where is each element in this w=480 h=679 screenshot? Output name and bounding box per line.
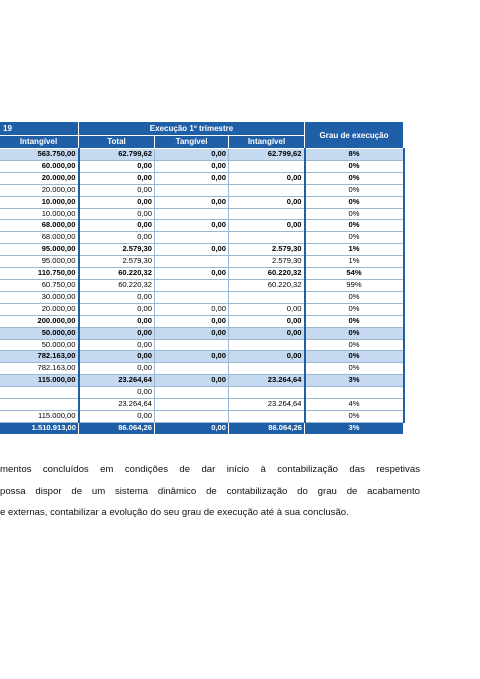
table-header-row-1: [0, 122, 404, 136]
table-cell: [0, 387, 79, 399]
table-cell: 0,00: [79, 208, 155, 220]
table-cell: 0%: [305, 184, 404, 196]
table-cell: 0,00: [79, 410, 155, 422]
table-cell: 0%: [305, 172, 404, 184]
table-cell: 0,00: [155, 172, 229, 184]
table-cell: [155, 339, 229, 351]
table-row: [0, 268, 404, 280]
table-cell: 0,00: [79, 291, 155, 303]
table-cell: 0,00: [155, 244, 229, 256]
paragraph-line: possa dispor de um sistema dinâmico de contabilização do grau de acabamento: [0, 485, 420, 497]
table-cell: [155, 410, 229, 422]
table-cell: 99%: [305, 279, 404, 291]
table-cell: 2.579,30: [79, 256, 155, 268]
table-row: [0, 363, 404, 375]
table-cell: 0,00: [229, 315, 305, 327]
table-cell: 62.799,62: [229, 149, 305, 161]
table-cell: 23.264,64: [229, 375, 305, 387]
total-cell: 1.510.913,00: [0, 422, 79, 434]
table-cell: 0,00: [79, 196, 155, 208]
table-cell: 30.000,00: [0, 291, 79, 303]
table-cell: 0,00: [155, 303, 229, 315]
table-cell: 0,00: [155, 160, 229, 172]
table-cell: 0,00: [229, 351, 305, 363]
table-row: [0, 339, 404, 351]
table-cell: [155, 363, 229, 375]
total-cell: 86.064,26: [229, 422, 305, 434]
table-cell: 50.000,00: [0, 339, 79, 351]
paragraph-line: e externas, contabilizar a evolução do seu grau de execução até à sua conclusão.: [0, 507, 349, 518]
table-cell: 1%: [305, 244, 404, 256]
table-row: [0, 410, 404, 422]
table-row: [0, 232, 404, 244]
table-cell: 0%: [305, 291, 404, 303]
table-cell: 0,00: [229, 172, 305, 184]
table-cell: 0%: [305, 232, 404, 244]
table-cell: 2.579,30: [229, 244, 305, 256]
table-cell: 0,00: [229, 303, 305, 315]
table-row: [0, 160, 404, 172]
table-cell: 23.264,64: [79, 399, 155, 411]
table-cell: 68.000,00: [0, 232, 79, 244]
header-execucao: Execução 1º trimestre: [79, 122, 305, 136]
table-cell: 0%: [305, 351, 404, 363]
table-cell: 0,00: [155, 220, 229, 232]
table-row: [0, 256, 404, 268]
table-cell: 0%: [305, 220, 404, 232]
table-row: [0, 303, 404, 315]
table-cell: 563.750,00: [0, 149, 79, 161]
table-cell: 0,00: [79, 184, 155, 196]
table-cell: 0%: [305, 363, 404, 375]
table-cell: 0,00: [79, 303, 155, 315]
table-cell: 0,00: [79, 172, 155, 184]
table-cell: [305, 387, 404, 399]
table-cell: [229, 184, 305, 196]
table-row: [0, 220, 404, 232]
subheader-intangivel-exec: Intangível: [229, 136, 305, 149]
total-cell: 0,00: [155, 422, 229, 434]
table-cell: 60.220,32: [229, 268, 305, 280]
subheader-intangivel: Intangível: [0, 136, 79, 149]
table-cell: [155, 291, 229, 303]
table-row: [0, 399, 404, 411]
table-cell: [229, 208, 305, 220]
table-total-row: [0, 422, 404, 434]
table-cell: 0,00: [229, 196, 305, 208]
table-cell: 54%: [305, 268, 404, 280]
table-cell: [155, 387, 229, 399]
table-cell: [155, 256, 229, 268]
table-cell: 23.264,64: [79, 375, 155, 387]
table-cell: 0,00: [155, 351, 229, 363]
table-cell: 0,00: [79, 232, 155, 244]
table-cell: [155, 184, 229, 196]
table-cell: 60.000,00: [0, 160, 79, 172]
table-cell: 95.000,00: [0, 256, 79, 268]
table-cell: 60.220,32: [79, 268, 155, 280]
table-cell: 60.750,00: [0, 279, 79, 291]
table-cell: 2.579,30: [79, 244, 155, 256]
table-cell: 20.000,00: [0, 184, 79, 196]
table-cell: 0,00: [229, 220, 305, 232]
table-cell: 60.220,32: [79, 279, 155, 291]
table-row: [0, 351, 404, 363]
table-cell: 0,00: [79, 220, 155, 232]
table-cell: 20.000,00: [0, 172, 79, 184]
table-cell: 0,00: [229, 327, 305, 339]
table-cell: [229, 387, 305, 399]
table-cell: 0,00: [155, 149, 229, 161]
table-cell: 0,00: [155, 268, 229, 280]
table-row: [0, 291, 404, 303]
table-cell: [155, 232, 229, 244]
table-cell: 200.000,00: [0, 315, 79, 327]
table-cell: [155, 399, 229, 411]
table-cell: 0,00: [79, 327, 155, 339]
table-cell: [229, 410, 305, 422]
table-cell: 115.000,00: [0, 375, 79, 387]
table-cell: 0,00: [79, 315, 155, 327]
table-cell: 0%: [305, 208, 404, 220]
table-row: [0, 172, 404, 184]
table-cell: 0%: [305, 327, 404, 339]
table-row: [0, 196, 404, 208]
table-row: [0, 208, 404, 220]
table-cell: 0%: [305, 315, 404, 327]
table-cell: 62.799,62: [79, 149, 155, 161]
table-row: [0, 279, 404, 291]
table-cell: 0%: [305, 160, 404, 172]
table-cell: [155, 279, 229, 291]
table-row: [0, 149, 404, 161]
table-row: [0, 315, 404, 327]
table-row: [0, 244, 404, 256]
table-cell: 1%: [305, 256, 404, 268]
table-cell: 8%: [305, 149, 404, 161]
table-cell: 10.000,00: [0, 196, 79, 208]
table-cell: 0,00: [155, 375, 229, 387]
total-cell: 86.064,26: [79, 422, 155, 434]
table-cell: 0,00: [79, 339, 155, 351]
table-row: [0, 387, 404, 399]
table-cell: 10.000,00: [0, 208, 79, 220]
table-cell: 68.000,00: [0, 220, 79, 232]
subheader-total: Total: [79, 136, 155, 149]
table-cell: 782.163,00: [0, 363, 79, 375]
table-cell: 0,00: [155, 315, 229, 327]
execution-table: [0, 121, 405, 435]
subheader-tangivel: Tangível: [155, 136, 229, 149]
table-cell: 95.000,00: [0, 244, 79, 256]
header-year: 19: [0, 122, 79, 136]
table-cell: [229, 363, 305, 375]
table-cell: 2.579,30: [229, 256, 305, 268]
table-cell: 782.163,00: [0, 351, 79, 363]
table-cell: [0, 399, 79, 411]
table-cell: 0,00: [79, 387, 155, 399]
table-cell: 0,00: [79, 363, 155, 375]
table-cell: 0,00: [155, 327, 229, 339]
table-cell: 0,00: [79, 351, 155, 363]
table-cell: 4%: [305, 399, 404, 411]
table-cell: 23.264,64: [229, 399, 305, 411]
header-grau: Grau de execução: [305, 122, 404, 149]
paragraph-line: mentos concluídos em condições de dar início à contabilização das respetivas: [0, 464, 420, 475]
table-cell: 0,00: [155, 196, 229, 208]
table-cell: 50.000,00: [0, 327, 79, 339]
table-cell: [155, 208, 229, 220]
table-cell: 0%: [305, 410, 404, 422]
table-row: [0, 327, 404, 339]
table-cell: 60.220,32: [229, 279, 305, 291]
table-cell: [229, 339, 305, 351]
table-cell: 115.000,00: [0, 410, 79, 422]
table-cell: 0,00: [79, 160, 155, 172]
table-row: [0, 375, 404, 387]
table-cell: 0%: [305, 339, 404, 351]
table-cell: [229, 232, 305, 244]
body-paragraph: [0, 459, 420, 524]
table-cell: [229, 291, 305, 303]
table-row: [0, 184, 404, 196]
total-cell: 3%: [305, 422, 404, 434]
table-cell: [229, 160, 305, 172]
table-cell: 0%: [305, 303, 404, 315]
execution-table-container: [0, 121, 403, 435]
table-cell: 0%: [305, 196, 404, 208]
table-cell: 20.000,00: [0, 303, 79, 315]
table-cell: 3%: [305, 375, 404, 387]
table-cell: 110.750,00: [0, 268, 79, 280]
